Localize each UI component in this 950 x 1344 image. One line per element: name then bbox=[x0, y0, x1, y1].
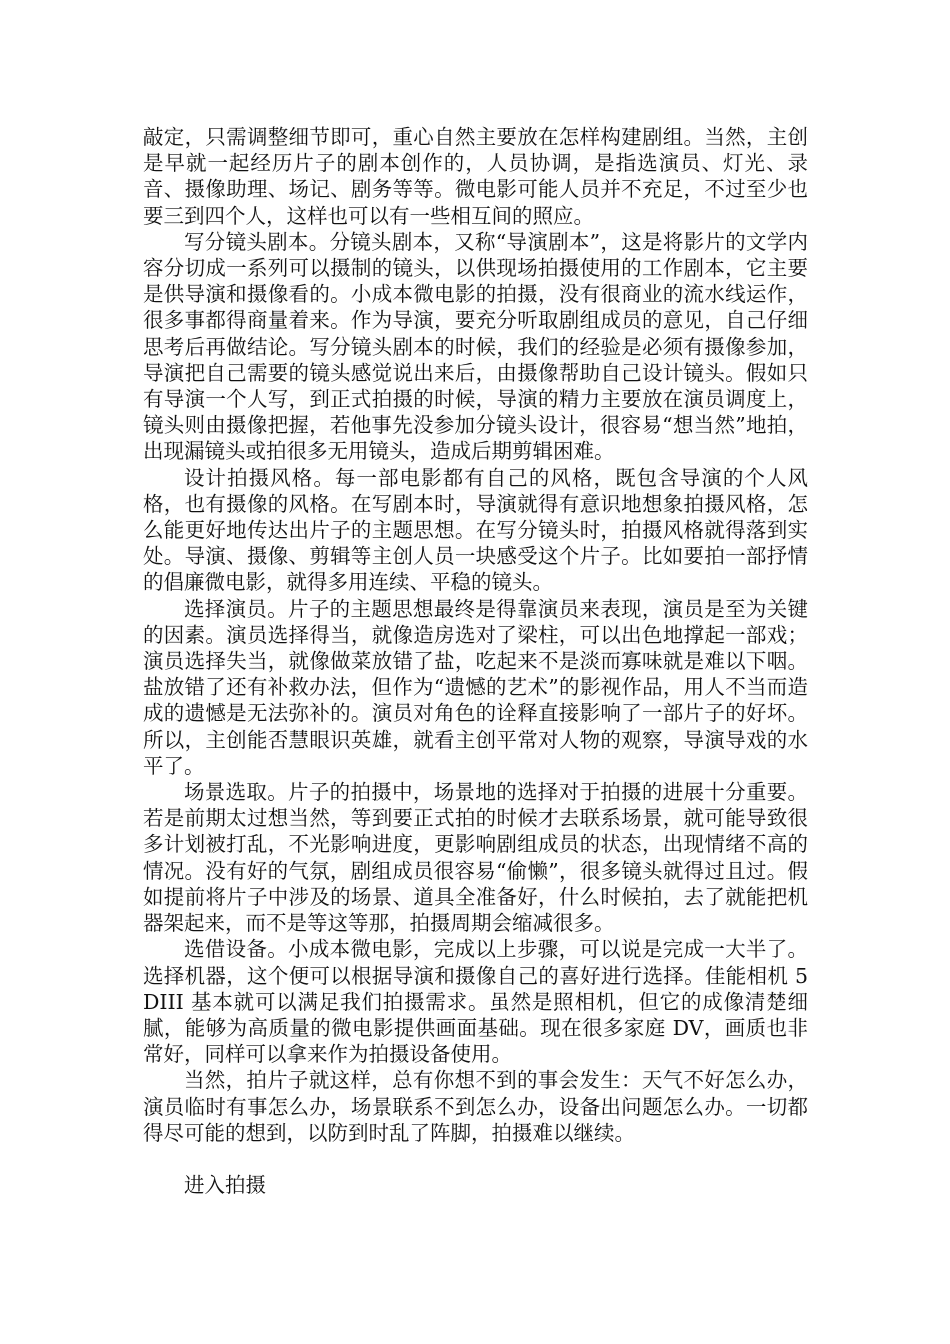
paragraph-contingencies: 当然，拍片子就这样，总有你想不到的事会发生：天气不好怎么办，演员临时有事怎么办，场景联系不到怎么办，设备出问题怎么办。一切都得尽可能的想到，以防到时乱了阵脚，拍摄难以继续。 bbox=[143, 1068, 808, 1145]
paragraph-casting: 选择演员。片子的主题思想最终是得靠演员来表现，演员是至为关键的因素。演员选择得当，就像造房选对了梁柱，可以出色地撑起一部戏；演员选择失当，就像做菜放错了盐，吃起来不是淡而寡味就是难以下咽。盐放错了还有补救办法，但作为“遗憾的艺术”的影视作品，用人不当而造成的遗憾是无法弥补的。演员对角色的诠释直接影响了一部片子的好坏。所以，主创能否慧眼识英雄，就看主创平常对人物的观察，导演导戏的水平了。 bbox=[143, 596, 808, 778]
paragraph-shooting-style: 设计拍摄风格。每一部电影都有自己的风格，既包含导演的个人风格，也有摄像的风格。在写剧本时，导演就得有意识地想象拍摄风格，怎么能更好地传达出片子的主题思想。在写分镜头时，拍摄风格就得落到实处。导演、摄像、剪辑等主创人员一块感受这个片子。比如要拍一部抒情的倡廉微电影，就得多用连续、平稳的镜头。 bbox=[143, 465, 808, 595]
section-heading: 进入拍摄 bbox=[184, 1172, 266, 1197]
paragraph-location-selection: 场景选取。片子的拍摄中，场景地的选择对于拍摄的进展十分重要。若是前期太过想当然，等到要正式拍的时候才去联系场景，就可能导致很多计划被打乱，不光影响进度，更影响剧组成员的状态，出现情绪不高的情况。没有好的气氛，剧组成员很容易“偷懒”，很多镜头就得过且过。假如提前将片子中涉及的场景、道具全准备好，什么时候拍，去了就能把机器架起来，而不是等这等那，拍摄周期会缩减很多。 bbox=[143, 780, 808, 936]
paragraph-equipment: 选借设备。小成本微电影，完成以上步骤，可以说是完成一大半了。选择机器，这个便可以根据导演和摄像自己的喜好进行选择。佳能相机 5DIII 基本就可以满足我们拍摄需求。虽然是照相机，但它的成像清楚细腻，能够为高质量的微电影提供画面基础。现在很多家庭 DV，画质也非常好，同样可以拿来作为拍摄设备使用。 bbox=[143, 937, 808, 1067]
paragraph-storyboard-script: 写分镜头剧本。分镜头剧本，又称“导演剧本”，这是将影片的文学内容分切成一系列可以摄制的镜头，以供现场拍摄使用的工作剧本，它主要是供导演和摄像看的。小成本微电影的拍摄，没有很商业的流水线运作，很多事都得商量着来。作为导演，要充分听取剧组成员的意见，自己仔细思考后再做结论。写分镜头剧本的时候，我们的经验是必须有摄像参加，导演把自己需要的镜头感觉说出来后，由摄像帮助自己设计镜头。假如只有导演一个人写，到正式拍摄的时候，导演的精力主要放在演员调度上，镜头则由摄像把握，若他事先没参加分镜头设计，很容易“想当然”地拍，出现漏镜头或拍很多无用镜头，造成后期剪辑困难。 bbox=[143, 229, 808, 464]
document-page bbox=[143, 124, 808, 1198]
paragraph-continuation: 敲定，只需调整细节即可，重心自然主要放在怎样构建剧组。当然，主创是早就一起经历片子的剧本创作的，人员协调，是指选演员、灯光、录音、摄像助理、场记、剧务等等。微电影可能人员并不充足，不过至少也要三到四个人，这样也可以有一些相互间的照应。 bbox=[143, 125, 808, 228]
